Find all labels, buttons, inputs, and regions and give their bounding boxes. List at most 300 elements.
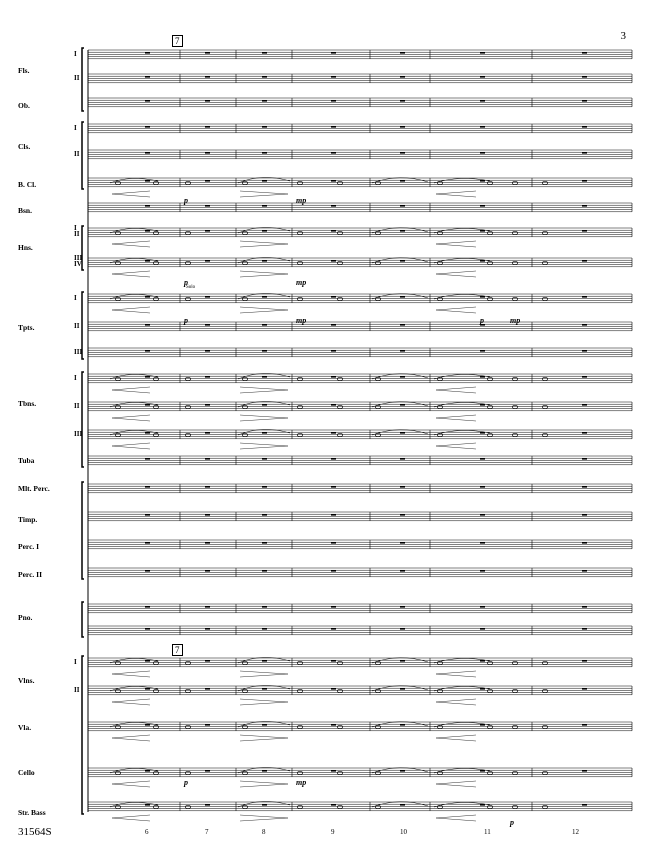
- rest-mark: [205, 296, 210, 298]
- group-bracket: [82, 122, 84, 189]
- rest-mark: [480, 432, 485, 434]
- rest-mark: [331, 376, 336, 378]
- rest-mark: [480, 152, 485, 154]
- note-head: [115, 661, 120, 664]
- note-head: [487, 181, 492, 184]
- rest-mark: [205, 432, 210, 434]
- note-head: [153, 405, 158, 408]
- note-head: [153, 297, 158, 300]
- note-head: [487, 405, 492, 408]
- note-head: [512, 297, 517, 300]
- staff-number: II: [74, 686, 80, 694]
- rest-mark: [145, 376, 150, 378]
- hairpin: [112, 781, 150, 787]
- rest-mark: [262, 432, 267, 434]
- note-head: [185, 689, 190, 692]
- note-head: [153, 689, 158, 692]
- rest-mark: [331, 324, 336, 326]
- rest-mark: [480, 570, 485, 572]
- rest-mark: [480, 296, 485, 298]
- rest-mark: [262, 324, 267, 326]
- note-head: [185, 261, 190, 264]
- rest-mark: [262, 660, 267, 662]
- hairpin: [240, 671, 288, 677]
- note-head: [185, 805, 190, 808]
- note-head: [185, 433, 190, 436]
- rest-mark: [400, 404, 405, 406]
- note-head: [375, 181, 380, 184]
- rest-mark: [480, 100, 485, 102]
- note-head: [487, 261, 492, 264]
- rest-mark: [205, 180, 210, 182]
- note-head: [437, 689, 442, 692]
- staff-number: IV: [74, 260, 82, 268]
- rest-mark: [480, 724, 485, 726]
- hairpin: [436, 781, 476, 787]
- rest-mark: [582, 432, 587, 434]
- note-head: [512, 377, 517, 380]
- rest-mark: [480, 205, 485, 207]
- note-head: [487, 661, 492, 664]
- rest-mark: [145, 628, 150, 630]
- note-head: [487, 689, 492, 692]
- rest-mark: [400, 52, 405, 54]
- note-head: [115, 433, 120, 436]
- note-head: [542, 689, 547, 692]
- note-head: [185, 405, 190, 408]
- instrument-label: Vla.: [18, 723, 32, 732]
- dynamic-mark: mp: [296, 316, 307, 325]
- rest-mark: [400, 100, 405, 102]
- rest-mark: [331, 152, 336, 154]
- rest-mark: [400, 606, 405, 608]
- rest-mark: [262, 542, 267, 544]
- rest-mark: [205, 660, 210, 662]
- note-head: [153, 261, 158, 264]
- rest-mark: [480, 458, 485, 460]
- note-head: [242, 261, 247, 264]
- group-bracket: [82, 656, 84, 814]
- instrument-label: Perc. II: [18, 570, 43, 579]
- hairpin: [240, 241, 288, 247]
- rest-mark: [400, 76, 405, 78]
- rest-mark: [145, 514, 150, 516]
- note-head: [437, 805, 442, 808]
- measure-number: 7: [205, 828, 209, 836]
- rest-mark: [480, 542, 485, 544]
- note-head: [153, 433, 158, 436]
- instrument-label: Mlt. Perc.: [18, 484, 50, 493]
- rest-mark: [400, 458, 405, 460]
- rest-mark: [582, 324, 587, 326]
- note-head: [512, 661, 517, 664]
- instrument-label: Cls.: [18, 142, 31, 151]
- dynamic-mark: p: [184, 778, 188, 787]
- measure-number: 8: [262, 828, 266, 836]
- rest-mark: [262, 606, 267, 608]
- note-head: [487, 297, 492, 300]
- note-head: [115, 261, 120, 264]
- note-head: [242, 661, 247, 664]
- rest-mark: [331, 296, 336, 298]
- note-head: [297, 405, 302, 408]
- rest-mark: [262, 688, 267, 690]
- note-head: [487, 377, 492, 380]
- note-head: [185, 725, 190, 728]
- rest-mark: [331, 432, 336, 434]
- note-head: [437, 261, 442, 264]
- rest-mark: [262, 230, 267, 232]
- note-head: [375, 689, 380, 692]
- note-head: [242, 771, 247, 774]
- staff-number: I: [74, 294, 77, 302]
- instrument-label: Str. Bass: [18, 808, 46, 817]
- rest-mark: [205, 688, 210, 690]
- staff-number: III: [74, 348, 83, 356]
- note-head: [242, 689, 247, 692]
- note-head: [185, 771, 190, 774]
- rest-mark: [205, 486, 210, 488]
- staff-number: II: [74, 402, 80, 410]
- rest-mark: [205, 152, 210, 154]
- note-head: [542, 433, 547, 436]
- note-head: [542, 231, 547, 234]
- staff-number: I: [74, 224, 77, 232]
- rest-mark: [331, 606, 336, 608]
- dynamic-mark: mp: [296, 278, 307, 287]
- rest-mark: [331, 350, 336, 352]
- rest-mark: [331, 770, 336, 772]
- rest-mark: [262, 570, 267, 572]
- note-head: [337, 261, 342, 264]
- rest-mark: [205, 376, 210, 378]
- hairpin: [112, 415, 150, 421]
- rest-mark: [205, 770, 210, 772]
- rest-mark: [205, 126, 210, 128]
- rest-mark: [400, 486, 405, 488]
- dynamic-mark: mp: [296, 778, 307, 787]
- rest-mark: [205, 350, 210, 352]
- note-head: [153, 231, 158, 234]
- rest-mark: [145, 52, 150, 54]
- rest-mark: [145, 100, 150, 102]
- instrument-label: Ob.: [18, 101, 30, 110]
- note-head: [153, 377, 158, 380]
- hairpin: [240, 191, 288, 197]
- note-head: [242, 377, 247, 380]
- note-head: [153, 181, 158, 184]
- staff-number: I: [74, 374, 77, 382]
- note-head: [242, 297, 247, 300]
- rest-mark: [582, 660, 587, 662]
- hairpin: [112, 443, 150, 449]
- rest-mark: [145, 205, 150, 207]
- note-head: [297, 689, 302, 692]
- rest-mark: [400, 296, 405, 298]
- rest-mark: [331, 542, 336, 544]
- dynamic-mark: p: [184, 278, 188, 287]
- hairpin: [436, 443, 476, 449]
- hairpin: [240, 735, 288, 741]
- rest-mark: [262, 76, 267, 78]
- rest-mark: [582, 770, 587, 772]
- note-head: [375, 377, 380, 380]
- rest-mark: [145, 724, 150, 726]
- note-head: [487, 433, 492, 436]
- rest-mark: [205, 205, 210, 207]
- rest-mark: [145, 296, 150, 298]
- note-head: [153, 805, 158, 808]
- rest-mark: [582, 152, 587, 154]
- rest-mark: [262, 770, 267, 772]
- rest-mark: [582, 486, 587, 488]
- instrument-label: Timp.: [18, 515, 38, 524]
- rest-mark: [262, 486, 267, 488]
- note-head: [337, 433, 342, 436]
- note-head: [437, 771, 442, 774]
- staff-number: II: [74, 322, 80, 330]
- note-head: [437, 725, 442, 728]
- note-head: [337, 297, 342, 300]
- rest-mark: [480, 688, 485, 690]
- note-head: [337, 805, 342, 808]
- instrument-label: Cello: [18, 768, 35, 777]
- rest-mark: [205, 542, 210, 544]
- rest-mark: [582, 230, 587, 232]
- rest-mark: [582, 260, 587, 262]
- note-head: [337, 771, 342, 774]
- note-head: [185, 661, 190, 664]
- rest-mark: [262, 180, 267, 182]
- note-head: [542, 377, 547, 380]
- rest-mark: [480, 404, 485, 406]
- rest-mark: [480, 76, 485, 78]
- rest-mark: [400, 376, 405, 378]
- rest-mark: [331, 688, 336, 690]
- rest-mark: [400, 804, 405, 806]
- rest-mark: [205, 628, 210, 630]
- staff-number: I: [74, 50, 77, 58]
- rest-mark: [262, 350, 267, 352]
- rest-mark: [400, 570, 405, 572]
- note-head: [337, 405, 342, 408]
- note-head: [375, 261, 380, 264]
- rest-mark: [145, 458, 150, 460]
- rest-mark: [205, 570, 210, 572]
- group-bracket: [82, 372, 84, 467]
- rest-mark: [480, 376, 485, 378]
- rest-mark: [262, 804, 267, 806]
- rest-mark: [331, 486, 336, 488]
- rest-mark: [582, 100, 587, 102]
- instrument-label: Fls.: [18, 66, 30, 75]
- note-head: [297, 231, 302, 234]
- rest-mark: [582, 570, 587, 572]
- note-head: [297, 261, 302, 264]
- hairpin: [436, 271, 476, 277]
- note-head: [337, 377, 342, 380]
- note-head: [487, 805, 492, 808]
- note-head: [512, 181, 517, 184]
- rest-mark: [582, 296, 587, 298]
- catalog-number: 31564S: [18, 826, 52, 838]
- instrument-label: Tbns.: [18, 399, 37, 408]
- rest-mark: [262, 458, 267, 460]
- staff-number: II: [74, 230, 80, 238]
- note-head: [337, 661, 342, 664]
- note-head: [487, 725, 492, 728]
- hairpin: [112, 735, 150, 741]
- rest-mark: [582, 628, 587, 630]
- hairpin: [436, 241, 476, 247]
- note-head: [297, 377, 302, 380]
- staff-layer: [82, 48, 632, 821]
- rest-mark: [262, 152, 267, 154]
- rest-mark: [331, 660, 336, 662]
- hairpin: [112, 699, 150, 705]
- hairpin: [240, 815, 288, 821]
- hairpin: [112, 815, 150, 821]
- hairpin: [436, 735, 476, 741]
- rest-mark: [480, 126, 485, 128]
- rehearsal-mark: 7: [172, 644, 183, 656]
- note-head: [337, 725, 342, 728]
- rest-mark: [205, 724, 210, 726]
- note-head: [297, 771, 302, 774]
- rest-mark: [145, 260, 150, 262]
- rest-mark: [331, 230, 336, 232]
- rest-mark: [262, 724, 267, 726]
- instrument-label: Perc. I: [18, 542, 40, 551]
- note-head: [297, 725, 302, 728]
- rest-mark: [262, 100, 267, 102]
- rest-mark: [205, 804, 210, 806]
- staff-number: III: [74, 430, 83, 438]
- measure-number: 10: [400, 828, 407, 836]
- hairpin: [240, 307, 288, 313]
- rest-mark: [145, 688, 150, 690]
- rest-mark: [400, 230, 405, 232]
- note-head: [542, 297, 547, 300]
- note-head: [542, 725, 547, 728]
- note-head: [242, 725, 247, 728]
- rest-mark: [582, 458, 587, 460]
- note-head: [297, 661, 302, 664]
- rest-mark: [400, 205, 405, 207]
- note-head: [115, 771, 120, 774]
- hairpin: [240, 699, 288, 705]
- staff-number: II: [74, 74, 80, 82]
- rest-mark: [145, 180, 150, 182]
- hairpin: [112, 271, 150, 277]
- note-head: [512, 261, 517, 264]
- note-head: [337, 689, 342, 692]
- note-head: [542, 805, 547, 808]
- hairpin: [112, 307, 150, 313]
- note-head: [115, 725, 120, 728]
- rest-mark: [480, 514, 485, 516]
- note-head: [542, 181, 547, 184]
- rest-mark: [400, 350, 405, 352]
- note-head: [512, 725, 517, 728]
- rest-mark: [400, 770, 405, 772]
- note-head: [185, 181, 190, 184]
- note-head: [512, 805, 517, 808]
- note-head: [542, 261, 547, 264]
- rest-mark: [480, 486, 485, 488]
- rest-mark: [331, 724, 336, 726]
- rest-mark: [262, 404, 267, 406]
- hairpin: [436, 671, 476, 677]
- rest-mark: [145, 324, 150, 326]
- rest-mark: [480, 230, 485, 232]
- rest-mark: [262, 514, 267, 516]
- rest-mark: [145, 350, 150, 352]
- dynamic-mark: p: [184, 316, 188, 325]
- hairpin: [436, 815, 476, 821]
- rest-mark: [205, 404, 210, 406]
- rest-mark: [582, 76, 587, 78]
- group-bracket: [82, 48, 84, 111]
- hairpin: [240, 415, 288, 421]
- note-head: [437, 181, 442, 184]
- solo-marking: Solo: [186, 285, 196, 290]
- group-bracket: [82, 226, 84, 270]
- rest-mark: [262, 260, 267, 262]
- hairpin: [436, 307, 476, 313]
- rest-mark: [582, 126, 587, 128]
- measure-number: 6: [145, 828, 149, 836]
- rest-mark: [145, 804, 150, 806]
- hairpin: [112, 191, 150, 197]
- instrument-label: Tuba: [18, 456, 35, 465]
- rest-mark: [582, 514, 587, 516]
- instrument-label: Tpts.: [18, 323, 35, 332]
- rest-mark: [145, 542, 150, 544]
- rest-mark: [205, 458, 210, 460]
- rest-mark: [400, 152, 405, 154]
- note-head: [242, 231, 247, 234]
- rest-mark: [582, 724, 587, 726]
- rest-mark: [400, 724, 405, 726]
- note-head: [115, 231, 120, 234]
- hairpin: [240, 781, 288, 787]
- hairpin: [240, 387, 288, 393]
- note-head: [242, 181, 247, 184]
- rest-mark: [331, 804, 336, 806]
- note-head: [297, 805, 302, 808]
- note-head: [115, 805, 120, 808]
- note-head: [542, 405, 547, 408]
- note-head: [542, 661, 547, 664]
- instrument-label: Hns.: [18, 243, 33, 252]
- rest-mark: [145, 404, 150, 406]
- instrument-label: B. Cl.: [18, 180, 37, 189]
- note-head: [242, 405, 247, 408]
- note-head: [512, 771, 517, 774]
- rest-mark: [582, 688, 587, 690]
- instrument-label: Vlns.: [18, 676, 35, 685]
- staff-number: II: [74, 150, 80, 158]
- hairpin: [436, 415, 476, 421]
- rest-mark: [205, 52, 210, 54]
- rest-mark: [400, 180, 405, 182]
- staff-number: I: [74, 658, 77, 666]
- hairpin: [240, 443, 288, 449]
- note-head: [512, 405, 517, 408]
- note-head: [297, 181, 302, 184]
- instrument-label: Pno.: [18, 613, 33, 622]
